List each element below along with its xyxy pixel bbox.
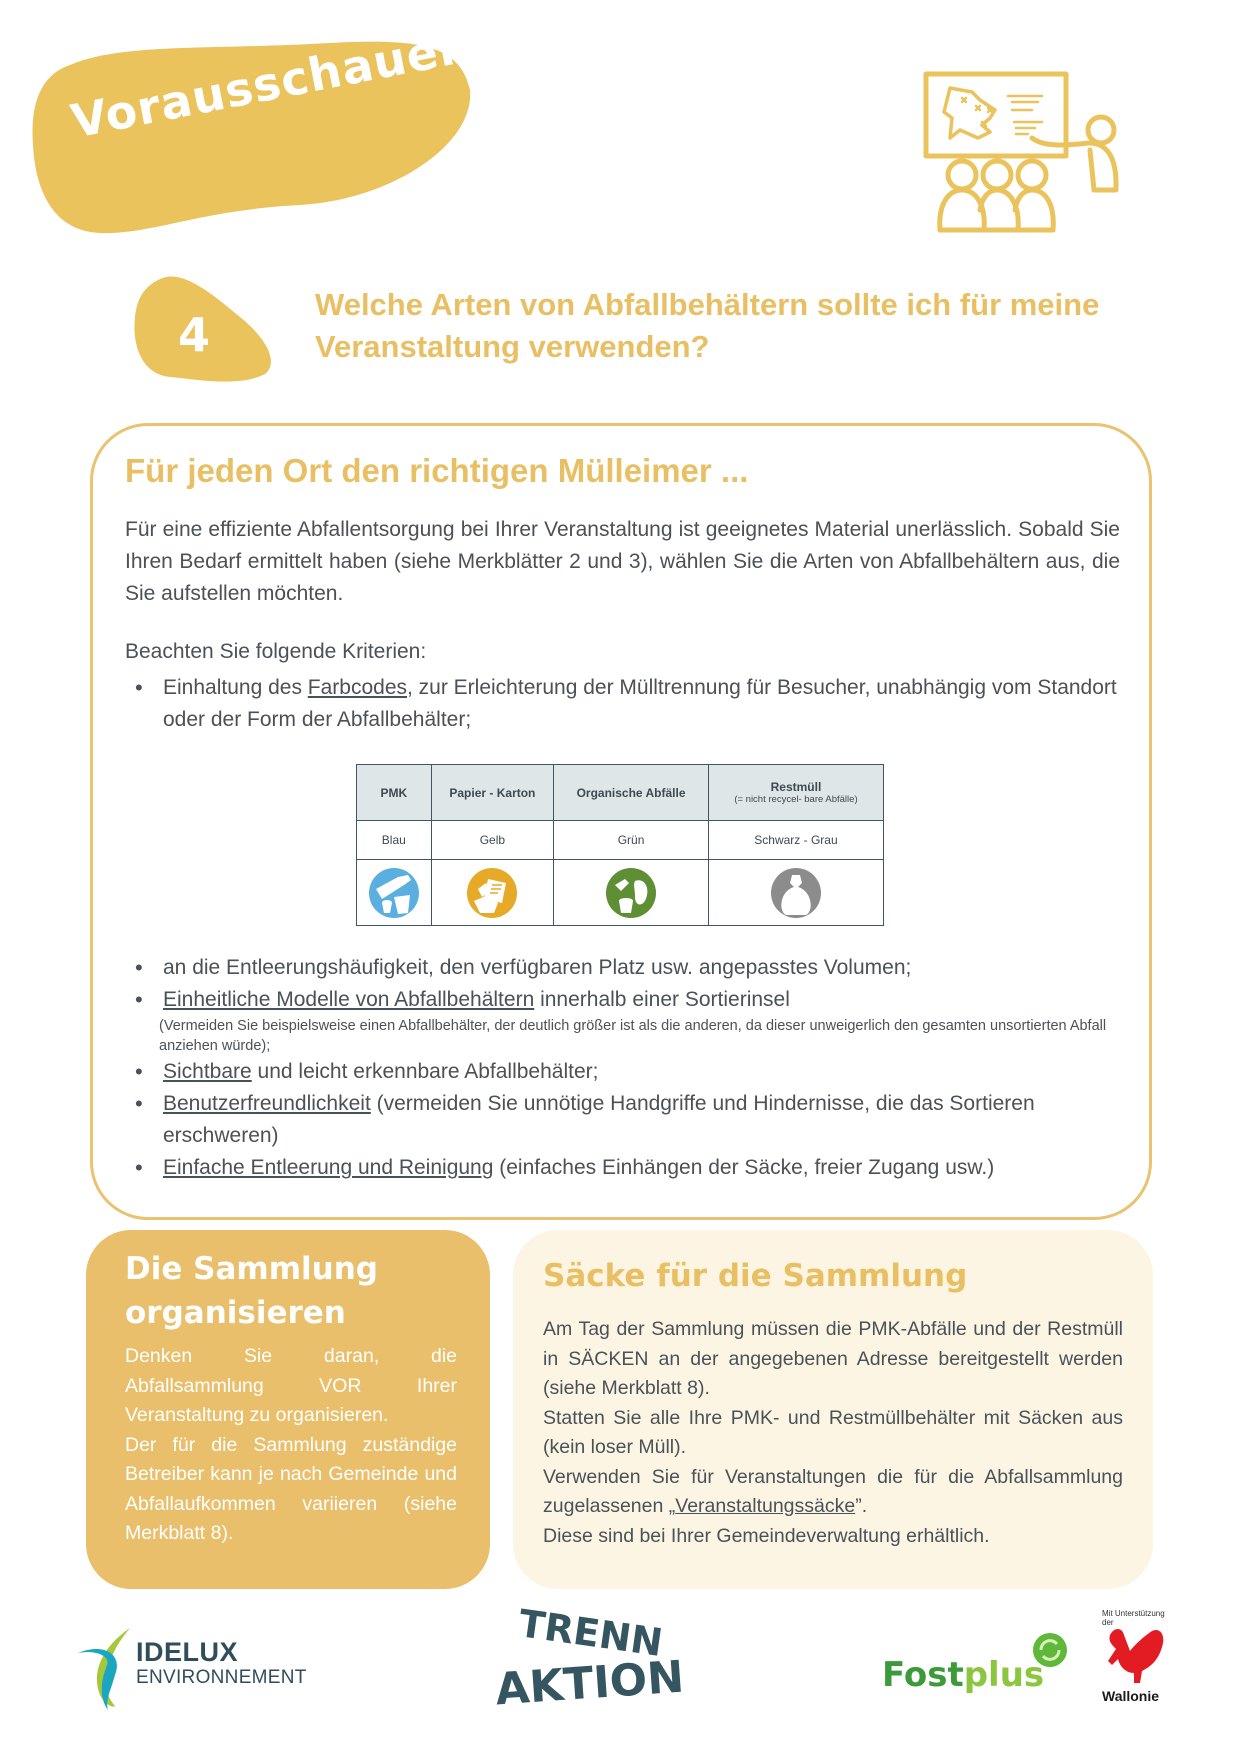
- bags-text-pre: Verwenden Sie für Veranstaltungen die für die Abfallsammlung zugelassenen „: [543, 1465, 1123, 1517]
- icon-cell: [357, 860, 432, 926]
- residual-bag-icon: [770, 867, 822, 919]
- fostplus-logo: [882, 1655, 1044, 1695]
- criteria-link-models[interactable]: Einheitliche Modelle von Abfallbehältern: [163, 988, 535, 1011]
- column-header: Restmüll: [770, 780, 822, 794]
- criteria-link-usability[interactable]: Benutzerfreundlichkeit: [163, 1092, 371, 1115]
- color-code-table: [356, 764, 884, 926]
- idelux-sub: ENVIRONNEMENT: [136, 1667, 307, 1688]
- criteria-text: (einfaches Einhängen der Säcke, freier Zugang usw.): [493, 1156, 995, 1179]
- criteria-text: und leicht erkennbare Abfallbehälter;: [251, 1060, 599, 1083]
- criteria-item: [125, 1152, 1125, 1184]
- presentation-icon: [920, 70, 1160, 250]
- color-cell: Blau: [357, 821, 432, 860]
- table-header-cell: [357, 765, 432, 821]
- bags-paragraph: Am Tag der Sammlung müssen die PMK-Abfälle und der Restmüll in SÄCKEN an der angegebenen Adresse bereitgestellt werden (siehe Merkblatt 8).: [543, 1318, 1123, 1399]
- svg-text:AKTION: AKTION: [493, 1651, 686, 1716]
- criteria-link-cleaning[interactable]: Einfache Entleerung und Reinigung: [163, 1156, 494, 1179]
- paper-cardboard-icon: [466, 867, 518, 919]
- column-header: PMK: [380, 785, 408, 800]
- criteria-item: [125, 952, 1125, 984]
- criteria-link-farbcodes[interactable]: Farbcodes: [307, 676, 407, 699]
- pmk-bottles-icon: [368, 867, 420, 919]
- plus-text: plus: [963, 1655, 1045, 1695]
- column-header: Organische Abfälle: [576, 785, 686, 800]
- criteria-label: Beachten Sie folgende Kriterien:: [125, 640, 427, 663]
- criteria-list-bottom: [125, 952, 1125, 1184]
- step-number: 4: [178, 308, 211, 362]
- bags-text: [543, 1315, 1123, 1551]
- table-header-cell: [708, 765, 883, 821]
- wallonie-name: Wallonie: [1102, 1688, 1160, 1704]
- icon-cell: [554, 860, 709, 926]
- bags-paragraph: Statten Sie alle Ihre PMK- und Restmüllbehälter mit Säcken aus (kein loser Müll).: [543, 1406, 1123, 1458]
- idelux-name: IDELUX: [136, 1637, 239, 1667]
- bags-text-post: ”.: [855, 1495, 868, 1517]
- column-header: Papier - Karton: [449, 785, 536, 800]
- icon-cell: [431, 860, 554, 926]
- column-subheader: (= nicht recycel- bare Abfälle): [734, 794, 858, 805]
- bags-paragraph: Diese sind bei Ihrer Gemeindeverwaltung erhältlich.: [543, 1524, 990, 1547]
- wallonie-support-text: Mit Unterstützung der: [1102, 1609, 1165, 1627]
- section-badge: Vorausschauend: [66, 11, 510, 149]
- icon-cell: [708, 860, 883, 926]
- table-row: [357, 860, 884, 926]
- organic-waste-icon: [605, 867, 657, 919]
- criteria-text: an die Entleerungshäufigkeit, den verfügbaren Platz usw. angepasstes Volumen;: [163, 956, 912, 979]
- criteria-text: innerhalb einer Sortierinsel: [534, 988, 790, 1011]
- criteria-text: , zur Erleichterung der Mülltrennung für Besucher, unabhängig vom Standort oder der Form der Abfallbehälter;: [163, 676, 1117, 731]
- trenn-aktion-logo: [493, 1598, 686, 1723]
- criteria-item: [125, 1088, 1125, 1152]
- color-cell: Gelb: [431, 821, 554, 860]
- criteria-note: (Vermeiden Sie beispielsweise einen Abfallbehälter, der deutlich größer ist als die anderen, da dieser unweigerlich den gesamten unsortierten Abfall anziehen würde);: [159, 1018, 1107, 1054]
- intro-paragraph: Für eine effiziente Abfallentsorgung bei Ihrer Veranstaltung ist geeignetes Material unerlässlich. Sobald Sie Ihren Bedarf ermittelt haben (siehe Merkblätter 2 und 3), wählen Sie die Arten von Abfallbehältern aus, die Sie aufstellen möchten.: [125, 518, 1120, 605]
- svg-text:TRENN: TRENN: [515, 1601, 666, 1665]
- event-bags-link[interactable]: Veranstaltungssäcke: [675, 1495, 856, 1517]
- criteria-text: (vermeiden Sie unnötige Handgriffe und Hindernisse, die das Sortieren erschweren): [163, 1092, 1035, 1147]
- table-header-cell: [431, 765, 554, 821]
- page-question: Welche Arten von Abfallbehältern sollte ich für meine Veranstaltung verwenden?: [315, 287, 1100, 364]
- table-header-row: [357, 765, 884, 821]
- bags-paragraph: [543, 1463, 1123, 1522]
- collection-paragraph: Denken Sie daran, die Abfallsammlung VOR Ihrer Veranstaltung zu organisieren.: [125, 1345, 457, 1426]
- bags-title: Säcke für die Sammlung: [543, 1258, 968, 1294]
- criteria-item: [125, 1056, 1125, 1088]
- collection-text: [125, 1342, 457, 1549]
- color-cell: Schwarz - Grau: [708, 821, 883, 860]
- main-section-title: Für jeden Ort den richtigen Mülleimer ...: [125, 452, 749, 489]
- criteria-list-top: [125, 672, 1125, 736]
- collection-title: Die Sammlung organisieren: [125, 1251, 378, 1331]
- table-header-cell: [554, 765, 709, 821]
- criteria-text: Einhaltung des: [163, 676, 308, 699]
- criteria-item: [125, 672, 1125, 736]
- collection-paragraph: Der für die Sammlung zuständige Betreiber kann je nach Gemeinde und Abfallaufkommen variieren (siehe Merkblatt 8).: [125, 1433, 457, 1544]
- criteria-link-visible[interactable]: Sichtbare: [163, 1060, 252, 1083]
- criteria-item: [125, 984, 1125, 1056]
- color-cell: Grün: [554, 821, 709, 860]
- table-row: [357, 821, 884, 860]
- fost-text: Fost: [882, 1655, 964, 1695]
